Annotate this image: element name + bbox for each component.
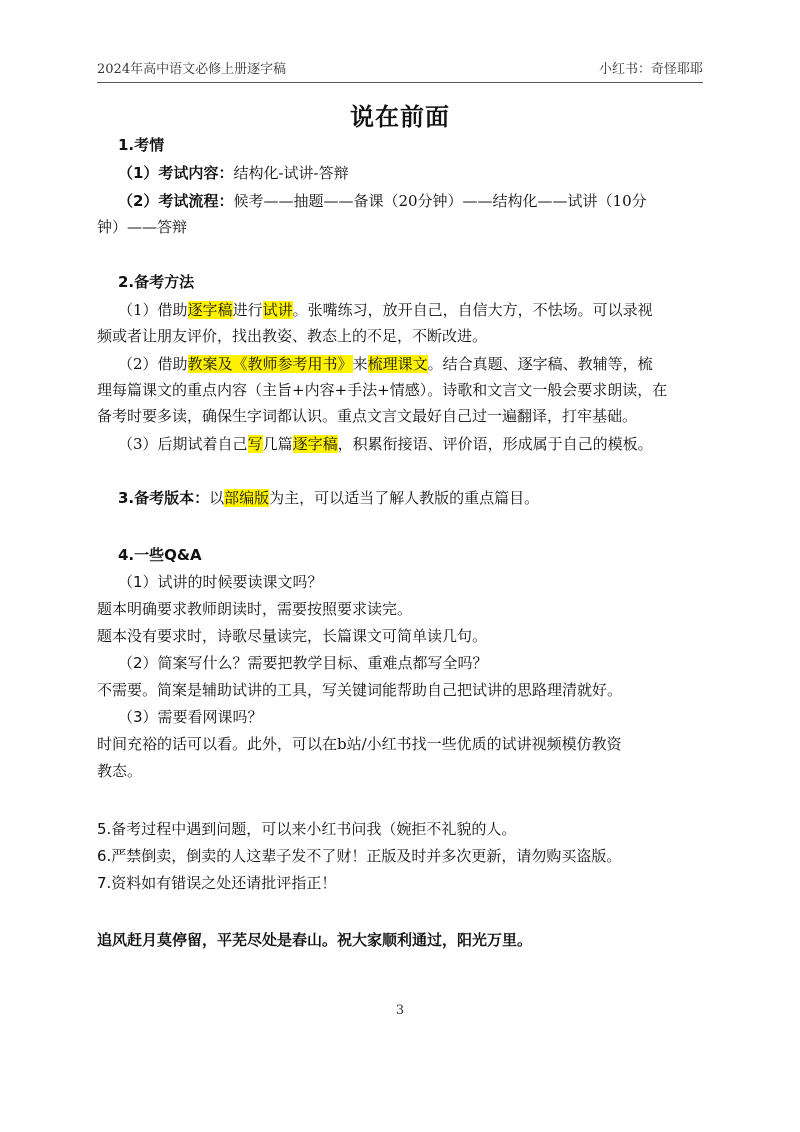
- qa-question-3: （3）需要看网课吗？: [118, 708, 263, 726]
- page-title: 说在前面: [350, 103, 450, 131]
- header-divider: [97, 82, 703, 83]
- qa-answer-1a: 题本明确要求教师朗读时，需要按照要求读完。: [97, 600, 413, 618]
- qa-answer-1b: 题本没有要求时，诗歌尽量读完，长篇课文可简单读几句。: [97, 627, 488, 645]
- qa-answer-2: 不需要。简案是辅助试讲的工具，写关键词能帮助自己把试讲的思路理清就好。: [97, 681, 623, 699]
- header-doc-title: 2024年高中语文必修上册逐字稿: [97, 62, 287, 77]
- exam-process-label: （2）考试流程：: [118, 192, 234, 210]
- method-3: [118, 431, 704, 457]
- header-author: 小红书：奇怪耶耶: [598, 62, 703, 77]
- section-1-heading: 1.考情: [118, 136, 165, 154]
- closing-line: 追风赶月莫停留，平芜尽处是春山。祝大家顺利通过，阳光万里。: [97, 931, 533, 949]
- page-header: [97, 58, 703, 78]
- section-1-item-2: [118, 188, 704, 214]
- method-3-text-a: （3）后期试着自己: [118, 435, 248, 453]
- highlight-trial-lecture: 试讲: [262, 301, 293, 319]
- method-1-text-c: 。张嘴练习，放开自己，自信大方，不怯场。可以录视: [292, 301, 653, 319]
- note-7: 7.资料如有错误之处还请批评指正！: [97, 874, 337, 892]
- exam-content-text: 结构化-试讲-答辩: [233, 164, 349, 182]
- method-1-text-b: 进行: [232, 301, 263, 319]
- method-2: [118, 351, 704, 377]
- note-5: 5.备考过程中遇到问题，可以来小红书问我（婉拒不礼貌的人。: [97, 820, 517, 838]
- method-2-text-a: （2）借助: [118, 355, 188, 373]
- method-3-text-b: 几篇: [262, 435, 293, 453]
- section-1-item-1: [118, 160, 704, 186]
- exam-content-label: （1）考试内容：: [118, 164, 234, 182]
- method-1: [118, 297, 704, 323]
- qa-question-1: （1）试讲的时候要读课文吗？: [118, 573, 323, 591]
- highlight-transcript-2: 逐字稿: [292, 435, 338, 453]
- section-3-text-a: 以: [209, 489, 225, 507]
- method-2-cont-1: 理每篇课文的重点内容（主旨+内容+手法+情感）。诗歌和文言文一般会要求朗读，在: [97, 381, 668, 399]
- highlight-write: 写: [247, 435, 263, 453]
- qa-answer-3-cont: 教态。: [97, 762, 143, 780]
- section-3: [118, 485, 704, 511]
- section-2-heading: 2.备考方法: [118, 273, 195, 291]
- section-3-text-b: 为主，可以适当了解人教版的重点篇目。: [269, 489, 540, 507]
- method-2-cont-2: 备考时要多读，确保生字词都认识。重点文言文最好自己过一遍翻译，打牢基础。: [97, 407, 638, 425]
- exam-process-text: 候考——抽题——备课（20分钟）——结构化——试讲（10分: [233, 192, 647, 210]
- highlight-edition: 部编版: [224, 489, 270, 507]
- section-4-heading: 4.一些Q&A: [118, 546, 202, 564]
- highlight-transcript: 逐字稿: [187, 301, 233, 319]
- section-3-label: 3.备考版本：: [118, 489, 210, 507]
- exam-process-text-cont: 钟）——答辩: [97, 218, 188, 236]
- qa-answer-3: 时间充裕的话可以看。此外，可以在b站/小红书找一些优质的试讲视频模仿教资: [97, 735, 622, 753]
- method-1-cont: 频或者让朋友评价，找出教姿、教态上的不足，不断改进。: [97, 327, 488, 345]
- page-number: 3: [395, 1003, 405, 1018]
- method-1-text-a: （1）借助: [118, 301, 188, 319]
- qa-question-2: （2）简案写什么？需要把教学目标、重难点都写全吗？: [118, 654, 488, 672]
- highlight-review-texts: 梳理课文: [367, 355, 428, 373]
- method-2-text-c: 。结合真题、逐字稿、教辅等，梳: [427, 355, 653, 373]
- method-2-text-b: 来: [352, 355, 368, 373]
- note-6: 6.严禁倒卖，倒卖的人这辈子发不了财！正版及时并多次更新，请勿购买盗版。: [97, 847, 622, 865]
- highlight-teaching-plan: 教案及《教师参考用书》: [187, 355, 353, 373]
- method-3-text-c: ，积累衔接语、评价语，形成属于自己的模板。: [337, 435, 653, 453]
